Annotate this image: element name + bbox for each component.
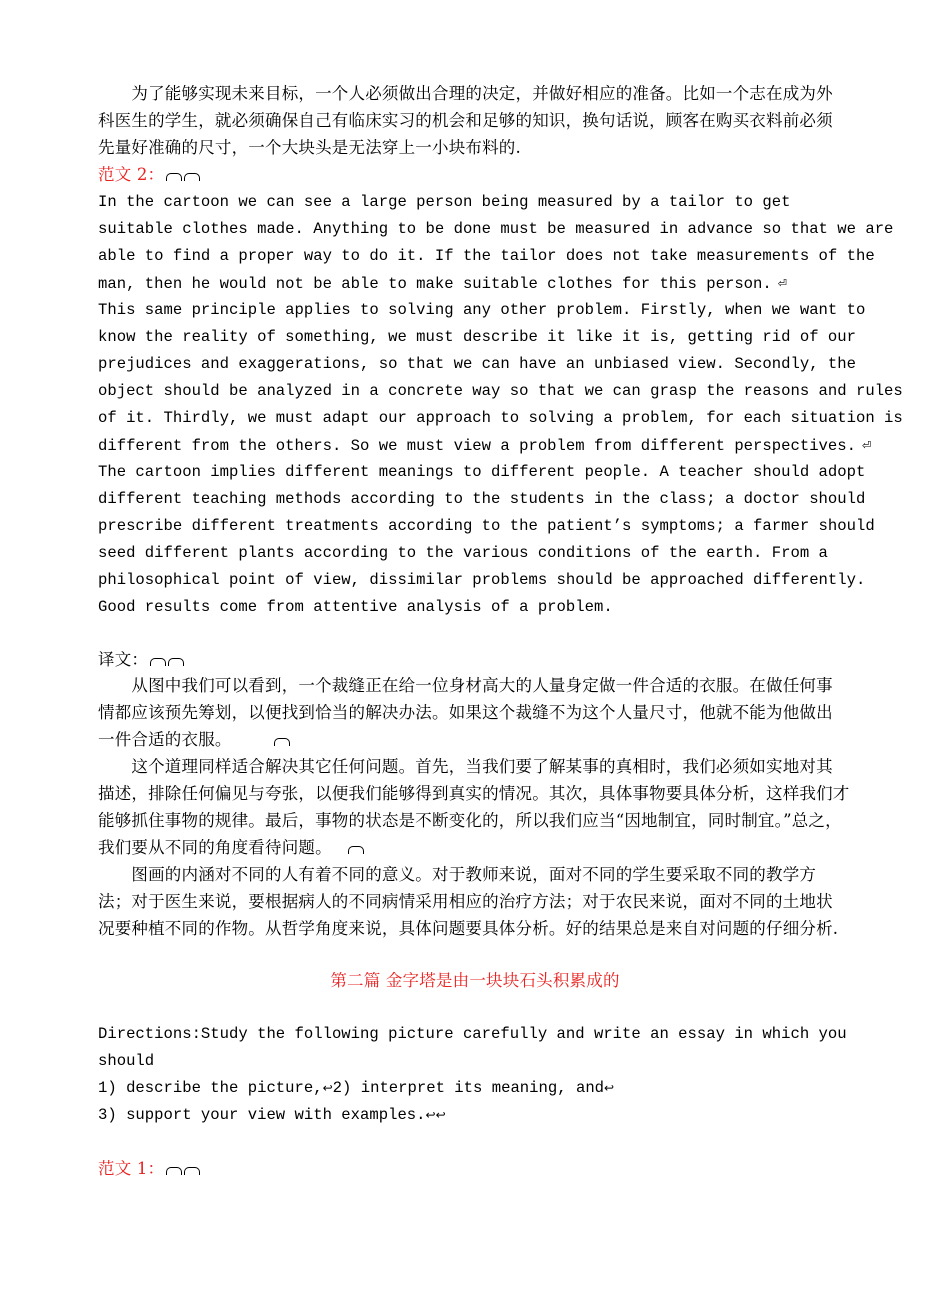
paragraph-mark-icon xyxy=(274,738,290,746)
translation-line: 能够抓住事物的规律。最后，事物的状态是不断变化的，所以我们应当“因地制宜，同时制宜。”总之， xyxy=(98,811,842,830)
paragraph-line: 为了能够实现未来目标，一个人必须做出合理的决定，并做好相应的准备。比如一个志在成为外 xyxy=(98,84,833,103)
essay-line: prejudices and exaggerations, so that we can have an unbiased view. Secondly, the xyxy=(98,355,856,373)
paragraph-mark-icon xyxy=(348,846,364,854)
directions-line xyxy=(98,1075,614,1102)
paragraph-mark-icon xyxy=(184,1167,200,1175)
paragraph-mark-icon xyxy=(166,1167,182,1175)
essay-line: able to find a proper way to do it. If the tailor does not take measurements of the xyxy=(98,247,875,265)
translation-line: 从图中我们可以看到，一个裁缝正在给一位身材高大的人量身定做一件合适的衣服。在做任何事 xyxy=(98,676,833,695)
translation-line-text: 一件合适的衣服。 xyxy=(98,730,232,749)
directions-item: 2) interpret its meaning, and xyxy=(332,1079,605,1097)
essay-line: prescribe different treatments according to the patient’s symptoms; a farmer should xyxy=(98,517,875,535)
translation-line-text: 我们要从不同的角度看待问题。 xyxy=(98,838,332,857)
section-title: 第二篇 金字塔是由一块块石头积累成的 xyxy=(330,971,620,990)
essay-line: In the cartoon we can see a large person being measured by a tailor to get xyxy=(98,193,791,211)
return-arrow-icon: ↩ xyxy=(322,1081,333,1095)
essay2-heading-text: 范文 2： xyxy=(98,165,165,184)
essay-line: Good results come from attentive analysis of a problem. xyxy=(98,598,613,616)
directions-line: should xyxy=(98,1052,155,1070)
translation-line: 这个道理同样适合解决其它任何问题。首先，当我们要了解某事的真相时，我们必须如实地对其 xyxy=(98,757,833,776)
paragraph-mark-icon xyxy=(166,173,182,181)
essay-line: seed different plants according to the various conditions of the earth. From a xyxy=(98,544,828,562)
essay-line: of it. Thirdly, we must adapt our approach to solving a problem, for each situation is xyxy=(98,409,903,427)
paragraph-mark-icon xyxy=(150,658,166,666)
return-arrow-icon: ↩ xyxy=(604,1081,615,1095)
directions-line: Directions:Study the following picture carefully and write an essay in which you xyxy=(98,1025,847,1043)
translation-heading-text: 译文： xyxy=(98,650,149,669)
return-icon: ⏎ xyxy=(777,277,787,290)
essay-line: This same principle applies to solving any other problem. Firstly, when we want to xyxy=(98,301,866,319)
translation-line: 法；对于医生来说，要根据病人的不同病情采用相应的治疗方法；对于农民来说，面对不同的土地状 xyxy=(98,892,833,911)
translation-line: 描述，排除任何偏见与夸张，以便我们能够得到真实的情况。其次，具体事物要具体分析，这样我们才 xyxy=(98,784,850,803)
essay-line xyxy=(98,432,871,459)
essay-line: different teaching methods according to the students in the class; a doctor should xyxy=(98,490,866,508)
return-arrow-icon: ↩ xyxy=(425,1108,436,1122)
essay-line-text: man, then he would not be able to make suitable clothes for this person. xyxy=(98,275,772,293)
essay2-heading xyxy=(98,161,200,188)
paragraph-mark-icon xyxy=(184,173,200,181)
return-icon: ⏎ xyxy=(861,439,872,452)
essay-line: suitable clothes made. Anything to be done must be measured in advance so that we are xyxy=(98,220,894,238)
translation-line xyxy=(98,834,364,861)
essay-line: know the reality of something, we must describe it like it is, getting rid of our xyxy=(98,328,856,346)
essay1-heading xyxy=(98,1155,200,1182)
return-arrow-icon: ↩ xyxy=(435,1108,446,1122)
translation-line: 图画的内涵对不同的人有着不同的意义。对于教师来说，面对不同的学生要采取不同的教学方 xyxy=(98,865,817,884)
translation-line: 情都应该预先筹划，以便找到恰当的解决办法。如果这个裁缝不为这个人量尺寸，他就不能为他做出 xyxy=(98,703,833,722)
translation-line xyxy=(98,726,290,753)
essay-line-text: different from the others. So we must view a problem from different perspectives. xyxy=(98,437,856,455)
essay-line xyxy=(98,270,787,297)
directions-item: 3) support your view with examples. xyxy=(98,1106,426,1124)
essay-line: object should be analyzed in a concrete way so that we can grasp the reasons and rules xyxy=(98,382,903,400)
directions-line xyxy=(98,1102,446,1129)
paragraph-line: 先量好准确的尺寸，一个大块头是无法穿上一小块布料的. xyxy=(98,138,521,157)
essay1-heading-text: 范文 1： xyxy=(98,1159,165,1178)
essay-line: The cartoon implies different meanings to different people. A teacher should adopt xyxy=(98,463,866,481)
translation-heading xyxy=(98,646,184,673)
paragraph-line: 科医生的学生，就必须确保自己有临床实习的机会和足够的知识，换句话说，顾客在购买衣料前必须 xyxy=(98,111,833,130)
directions-item: 1) describe the picture, xyxy=(98,1079,323,1097)
translation-line: 况要种植不同的作物。从哲学角度来说，具体问题要具体分析。好的结果总是来自对问题的仔细分析. xyxy=(98,919,839,938)
essay-line: philosophical point of view, dissimilar problems should be approached differently. xyxy=(98,571,866,589)
paragraph-mark-icon xyxy=(168,658,184,666)
